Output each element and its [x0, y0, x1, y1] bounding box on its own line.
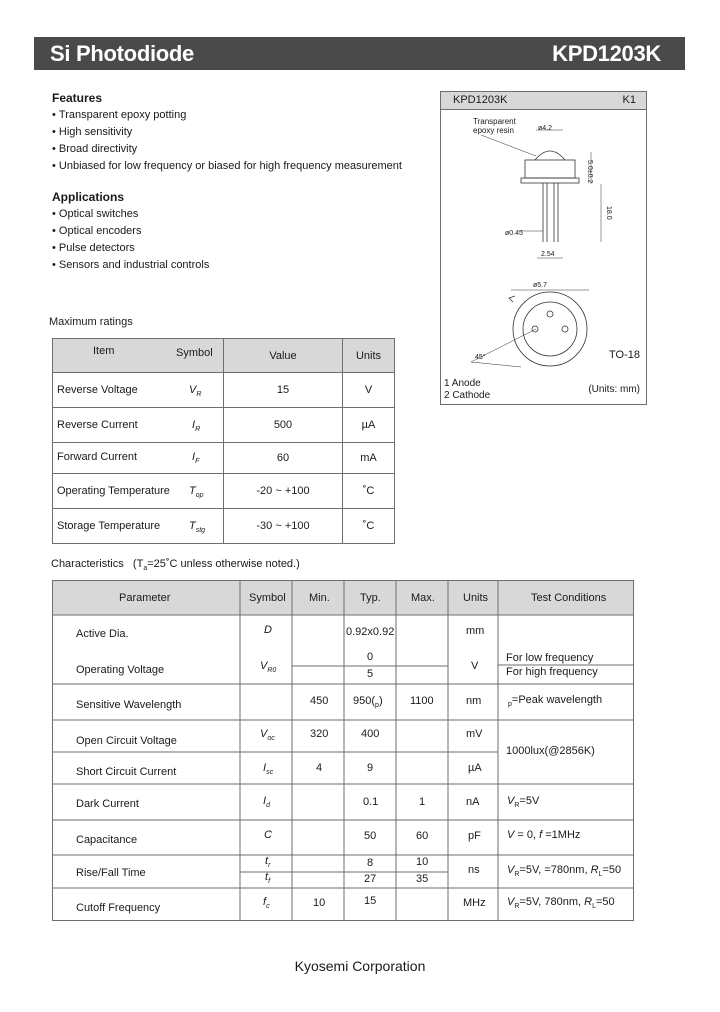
param-sensitive-wavelength: Sensitive Wavelength	[76, 699, 182, 711]
resin-label: Transparent epoxy resin	[473, 117, 516, 135]
tab-mark	[509, 296, 515, 302]
param-open-circuit-voltage: Open Circuit Voltage	[76, 735, 177, 747]
table-row: Reverse Current $I_R$ 500 µA	[53, 408, 395, 443]
body-outline	[513, 292, 587, 366]
features-list	[52, 107, 402, 175]
list-item: • Broad directivity	[52, 141, 402, 158]
angle-line-2	[471, 362, 521, 367]
list-item: • Sensors and industrial controls	[52, 257, 209, 274]
header-min: Min.	[309, 592, 330, 604]
package-can	[525, 160, 575, 178]
list-item: • Optical switches	[52, 206, 209, 223]
max-ratings-title: Maximum ratings	[49, 316, 133, 328]
package-type: TO-18	[609, 349, 640, 361]
dim-angle: 45°	[475, 354, 486, 361]
pin-3	[547, 311, 553, 317]
dim-lead-length: 18.0	[605, 206, 612, 220]
table-row: Forward Current $I_F$ 60 mA	[53, 443, 395, 474]
param-operating-voltage: Operating Voltage	[76, 664, 165, 676]
light-condition: 1000lux(@2856K)	[506, 745, 595, 757]
header-test-conditions: Test Conditions	[531, 592, 607, 604]
param-dark-current: Dark Current	[76, 798, 139, 810]
characteristics-table: Parameter Symbol Min. Typ. Max. Units Test Conditions Active Dia. D 0.92x0.92 mm Operating Voltage $V_{R0}$ 0 5 V For low frequency For high frequency Sensitive Wavelength 450 $950(_p)$ 1100 nm $_p$=Peak wavelength Open Circuit Voltage $V_{oc}$ 320 400 mV 1000lux(@2856K) Short Circuit Current $I_{sc}$ 4 9 µA Dark Current $I_d$ 0.1 1 nA $V_R=5V$ Capacitance C 50 60 pF V = 0, f =1MHz Rise/Fall Time $t_r$ $t_f$ 8 27 10 35 ns $V_R=5V$, =780nm, $R_L=50$ Cutoff Frequency $f_c$ 10 15 MHz $V_R=5V$, 780nm, $R_L=50$	[52, 580, 634, 921]
list-item: • High sensitivity	[52, 124, 402, 141]
lens-dome	[535, 151, 565, 160]
applications-title: Applications	[52, 190, 125, 204]
inner-circle	[523, 302, 577, 356]
dim-diameter: ø4.2	[538, 125, 553, 132]
title-bar	[34, 37, 685, 70]
resin-leader	[481, 135, 536, 156]
table-row: Storage Temperature $T_{stg}$ -30 ~ +100 ˚C	[53, 509, 395, 544]
header-symbol: Symbol	[249, 592, 286, 604]
pin-legend: 1 Anode 2 Cathode	[444, 378, 491, 401]
package-code: K1	[622, 94, 636, 106]
page-title: Si Photodiode	[50, 41, 194, 66]
dim-pitch: 2.54	[541, 251, 555, 258]
header-max: Max.	[411, 592, 435, 604]
dim-height: 5.0±0.2	[586, 160, 593, 184]
param-active-dia: Active Dia.	[76, 628, 129, 640]
header-parameter: Parameter	[119, 592, 171, 604]
table-row: Operating Temperature $T_{op}$ -20 ~ +100 ˚C	[53, 474, 395, 509]
max-ratings-table	[52, 338, 395, 544]
table-row: Reverse Voltage $V_R$ 15 V	[53, 373, 395, 408]
pin-2	[562, 326, 568, 332]
characteristics-title: Characteristics ($T_a=25˚C$ unless otherwise noted.)	[51, 558, 300, 573]
units-note: (Units: mm)	[588, 384, 640, 395]
package-part: KPD1203K	[453, 94, 508, 106]
footer-company: Kyosemi Corporation	[294, 958, 426, 974]
list-item: • Unbiased for low frequency or biased for high frequency measurement	[52, 158, 402, 175]
list-item: • Pulse detectors	[52, 240, 209, 257]
param-cutoff-frequency: Cutoff Frequency	[76, 902, 161, 914]
applications-list	[52, 206, 209, 274]
param-short-circuit-current: Short Circuit Current	[76, 766, 177, 778]
max-ratings-units-header: Units	[343, 339, 395, 373]
dim-body-dia: ø5.7	[533, 282, 548, 289]
header-typ: Typ.	[360, 592, 381, 604]
part-number: KPD1203K	[552, 41, 661, 66]
param-rise-fall-time: Rise/Fall Time	[76, 867, 146, 879]
header-units: Units	[463, 592, 489, 604]
features-title: Features	[52, 91, 103, 105]
package-flange	[521, 178, 579, 183]
param-capacitance: Capacitance	[76, 834, 138, 846]
package-drawing	[440, 91, 647, 405]
list-item: • Optical encoders	[52, 223, 209, 240]
list-item: • Transparent epoxy potting	[52, 107, 402, 124]
pin-1	[532, 326, 538, 332]
dim-lead-dia: ø0.45	[505, 230, 523, 237]
max-ratings-item-symbol-header: Item Symbol	[53, 339, 224, 373]
max-ratings-value-header: Value	[224, 339, 343, 373]
